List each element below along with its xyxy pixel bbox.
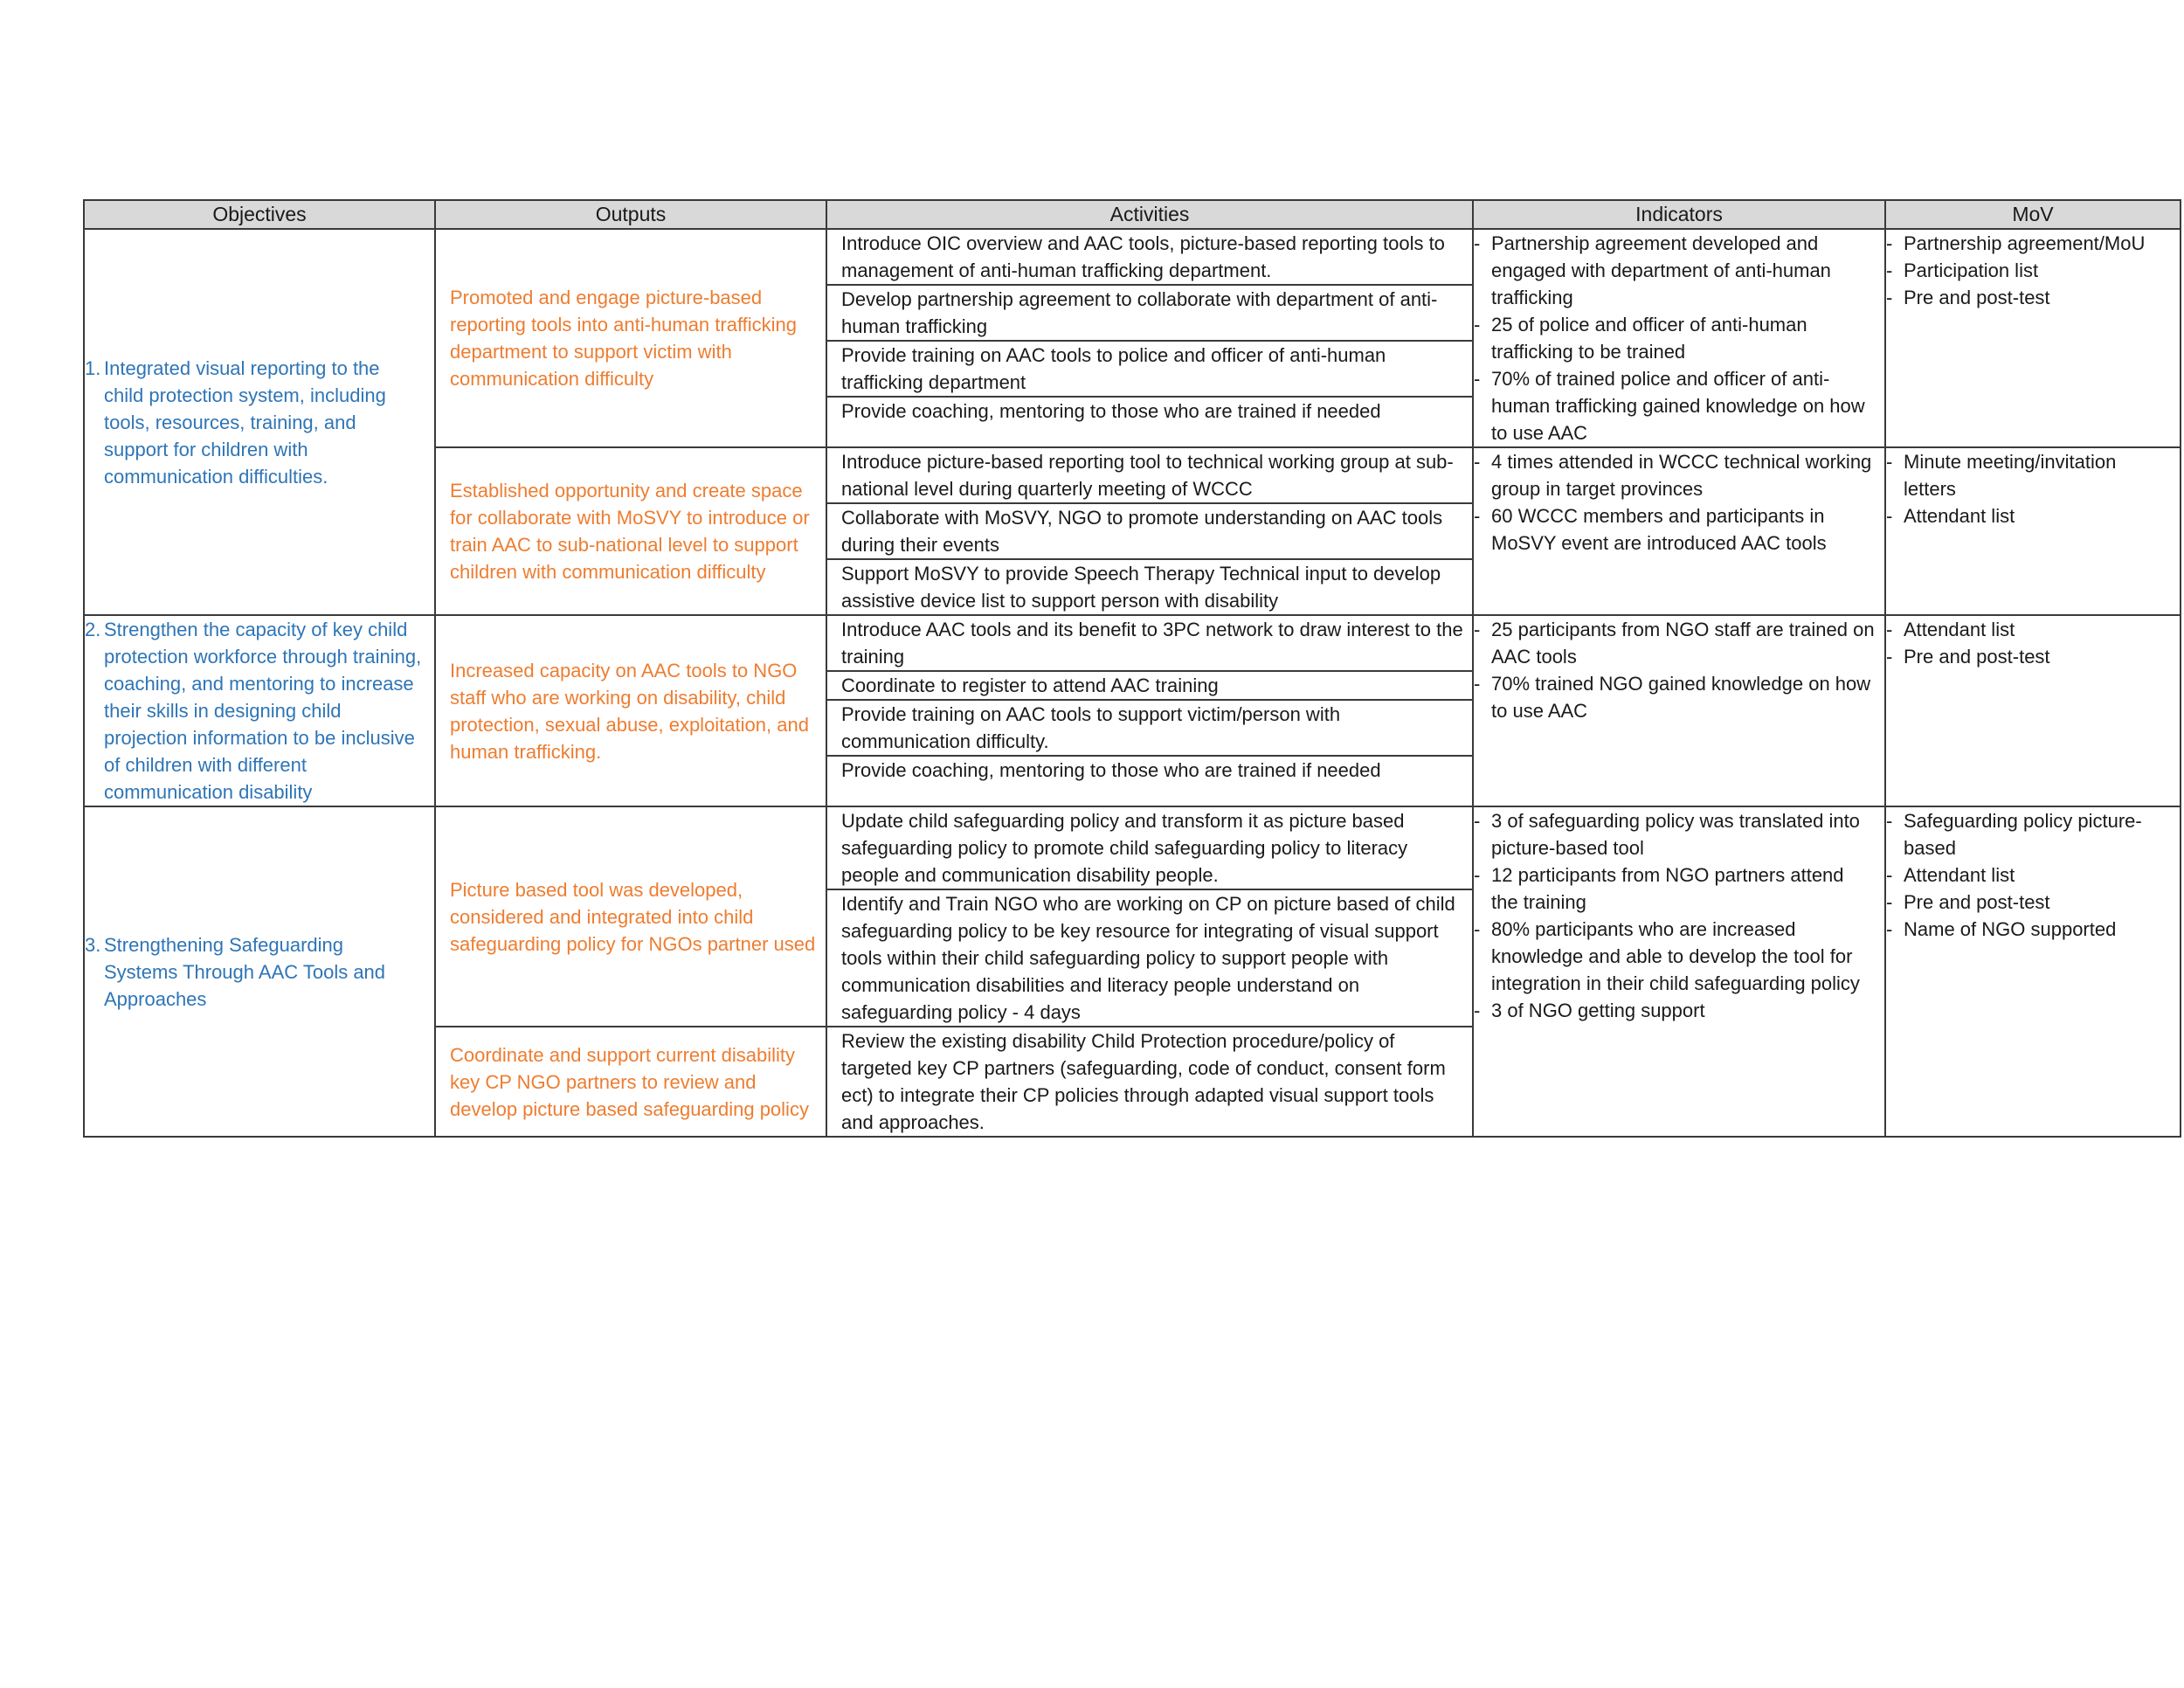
activity-item: Update child safeguarding policy and transform it as picture based safeguarding policy to promote child safeguarding policy to literacy people and communication disability people. <box>841 810 1408 886</box>
output-cell <box>435 806 826 1027</box>
mov-text: Attendant list <box>1904 505 2015 527</box>
indicator-text: 25 of police and officer of anti-human trafficking to be trained <box>1491 314 1807 363</box>
activities-cell <box>826 615 1473 806</box>
objective-number: 2. <box>85 619 101 640</box>
mov-item: - Pre and post-test <box>1886 891 2050 913</box>
mov-text: Pre and post-test <box>1904 287 2050 308</box>
mov-list <box>1886 807 2180 943</box>
mov-item: - Participation list <box>1886 259 2039 281</box>
output-cell <box>435 447 826 615</box>
activities-cell <box>826 806 1473 1027</box>
activities-cell <box>826 447 1473 615</box>
mov-item: - Pre and post-test <box>1886 287 2050 308</box>
indicator-text: 4 times attended in WCCC technical working group in target provinces <box>1491 451 1872 500</box>
mov-cell <box>1885 229 2181 447</box>
objective-3-cell <box>84 806 435 1137</box>
output-text: Picture based tool was developed, considered and integrated into child safeguarding policy for NGOs partner used <box>450 878 816 955</box>
mov-item: - Minute meeting/invitation letters <box>1886 451 2117 500</box>
header-row <box>84 200 2181 229</box>
mov-list <box>1886 448 2180 529</box>
indicator-item: - Partnership agreement developed and engaged with department of anti-human trafficking <box>1474 232 1831 308</box>
activity-item: Provide training on AAC tools to support victim/person with communication difficulty. <box>827 699 1472 755</box>
activity-item: Collaborate with MoSVY, NGO to promote understanding on AAC tools during their events <box>827 502 1472 558</box>
objective-text: Strengthen the capacity of key child protection workforce through training, coaching, and mentoring to increase their skills in designing child projection information to be inclusive of children with different communication disability <box>104 619 422 803</box>
indicator-item: - 3 of NGO getting support <box>1474 1000 1705 1021</box>
objective-1-cell <box>84 229 435 615</box>
mov-item: - Pre and post-test <box>1886 646 2050 668</box>
mov-text: Participation list <box>1904 259 2039 281</box>
indicator-list <box>1474 807 1884 1024</box>
mov-item: - Attendant list <box>1886 505 2015 527</box>
output-text: Established opportunity and create space for collaborate with MoSVY to introduce or train AAC to sub-national level to support children with communication difficulty <box>450 480 810 583</box>
mov-text: Name of NGO supported <box>1904 918 2117 940</box>
objective-number: 1. <box>85 356 101 379</box>
header-mov: MoV <box>1885 200 2181 229</box>
indicator-list <box>1474 448 1884 557</box>
objective-2-cell <box>84 615 435 806</box>
mov-text: Pre and post-test <box>1904 646 2050 668</box>
mov-list <box>1886 230 2180 311</box>
activity-item: Provide coaching, mentoring to those who are trained if needed <box>827 755 1472 784</box>
mov-cell <box>1885 806 2181 1137</box>
activity-item: Provide training on AAC tools to police and officer of anti-human trafficking department <box>827 340 1472 396</box>
indicators-cell <box>1473 806 1885 1137</box>
mov-item: - Partnership agreement/MoU <box>1886 232 2146 254</box>
indicator-item: - 4 times attended in WCCC technical working group in target provinces <box>1474 451 1872 500</box>
activity-item: Introduce AAC tools and its benefit to 3PC network to draw interest to the training <box>841 619 1463 668</box>
activity-item: Review the existing disability Child Protection procedure/policy of targeted key CP partners (safeguarding, code of conduct, consent form ect) to integrate their CP policies through adapted visual support tools and approaches. <box>841 1030 1446 1133</box>
indicator-text: 70% of trained police and officer of anti-human trafficking gained knowledge on how to use AAC <box>1491 368 1865 444</box>
mov-list <box>1886 616 2180 670</box>
indicator-item: - 60 WCCC members and participants in MoSVY event are introduced AAC tools <box>1474 505 1827 554</box>
indicator-text: 60 WCCC members and participants in MoSVY event are introduced AAC tools <box>1491 505 1827 554</box>
output-text: Promoted and engage picture-based reporting tools into anti-human trafficking department to support victim with communication difficulty <box>450 287 798 390</box>
activity-item: Introduce OIC overview and AAC tools, picture-based reporting tools to management of anti-human trafficking department. <box>841 232 1445 281</box>
activity-item: Identify and Train NGO who are working on CP on picture based of child safeguarding policy to be key resource for integrating of visual support tools within their child safeguarding policy to support people with communication disabilities and literacy people understand on safeguarding policy - 4 days <box>827 889 1472 1026</box>
output-text: Increased capacity on AAC tools to NGO staff who are working on disability, child protection, sexual abuse, exploitation, and human trafficking. <box>450 659 809 763</box>
mov-text: Minute meeting/invitation letters <box>1904 451 2117 500</box>
indicator-text: 80% participants who are increased knowledge and able to develop the tool for integration in their child safeguarding policy <box>1491 918 1860 994</box>
indicator-text: 70% trained NGO gained knowledge on how to use AAC <box>1491 673 1871 722</box>
indicator-text: 25 participants from NGO staff are trained on AAC tools <box>1491 619 1875 668</box>
table-row <box>84 615 2181 806</box>
indicator-text: 12 participants from NGO partners attend the training <box>1491 864 1844 913</box>
mov-text: Pre and post-test <box>1904 891 2050 913</box>
mov-item: - Safeguarding policy picture-based <box>1886 810 2142 859</box>
indicator-list <box>1474 616 1884 724</box>
indicator-item: - 25 participants from NGO staff are trained on AAC tools <box>1474 619 1875 668</box>
table-row <box>84 229 2181 447</box>
mov-text: Attendant list <box>1904 864 2015 886</box>
objective-number: 3. <box>85 933 101 956</box>
activities-cell <box>826 229 1473 447</box>
mov-cell <box>1885 615 2181 806</box>
activity-item: Develop partnership agreement to collaborate with department of anti-human trafficking <box>827 284 1472 340</box>
header-indicators: Indicators <box>1473 200 1885 229</box>
activity-item: Introduce picture-based reporting tool to technical working group at sub-national level during quarterly meeting of WCCC <box>841 451 1454 500</box>
activity-item: Provide coaching, mentoring to those who are trained if needed <box>827 396 1472 425</box>
results-framework-table <box>83 199 2181 1138</box>
output-cell <box>435 229 826 447</box>
indicators-cell <box>1473 229 1885 447</box>
indicators-cell <box>1473 615 1885 806</box>
indicator-item: - 70% of trained police and officer of anti-human trafficking gained knowledge on how to use AAC <box>1474 368 1865 444</box>
output-cell <box>435 615 826 806</box>
indicator-item: - 80% participants who are increased knowledge and able to develop the tool for integration in their child safeguarding policy <box>1474 918 1860 994</box>
output-text: Coordinate and support current disability key CP NGO partners to review and develop picture based safeguarding policy <box>450 1043 809 1120</box>
indicator-text: 3 of safeguarding policy was translated into picture-based tool <box>1491 810 1860 859</box>
activities-cell <box>826 1027 1473 1137</box>
output-cell <box>435 1027 826 1137</box>
indicator-item: - 25 of police and officer of anti-human trafficking to be trained <box>1474 314 1807 363</box>
objective-text: Integrated visual reporting to the child protection system, including tools, resources, training, and support for children with communication difficulties. <box>104 356 386 488</box>
indicator-item: - 70% trained NGO gained knowledge on how to use AAC <box>1474 673 1871 722</box>
indicator-text: 3 of NGO getting support <box>1491 1000 1705 1021</box>
mov-item: - Attendant list <box>1886 864 2015 886</box>
mov-text: Safeguarding policy picture-based <box>1904 810 2142 859</box>
mov-text: Partnership agreement/MoU <box>1904 232 2146 254</box>
table-row <box>84 806 2181 1027</box>
mov-item: - Attendant list <box>1886 619 2015 640</box>
mov-item: - Name of NGO supported <box>1886 918 2117 940</box>
indicator-list <box>1474 230 1884 446</box>
activity-item: Support MoSVY to provide Speech Therapy Technical input to develop assistive device list to support person with disability <box>827 558 1472 614</box>
activity-item: Coordinate to register to attend AAC training <box>827 670 1472 699</box>
indicator-item: - 12 participants from NGO partners attend the training <box>1474 864 1844 913</box>
header-activities: Activities <box>826 200 1473 229</box>
header-outputs: Outputs <box>435 200 826 229</box>
indicators-cell <box>1473 447 1885 615</box>
indicator-text: Partnership agreement developed and engaged with department of anti-human trafficking <box>1491 232 1831 308</box>
header-objectives: Objectives <box>84 200 435 229</box>
mov-text: Attendant list <box>1904 619 2015 640</box>
objective-text: Strengthening Safeguarding Systems Through AAC Tools and Approaches <box>104 933 386 1010</box>
mov-cell <box>1885 447 2181 615</box>
indicator-item: - 3 of safeguarding policy was translated into picture-based tool <box>1474 810 1860 859</box>
